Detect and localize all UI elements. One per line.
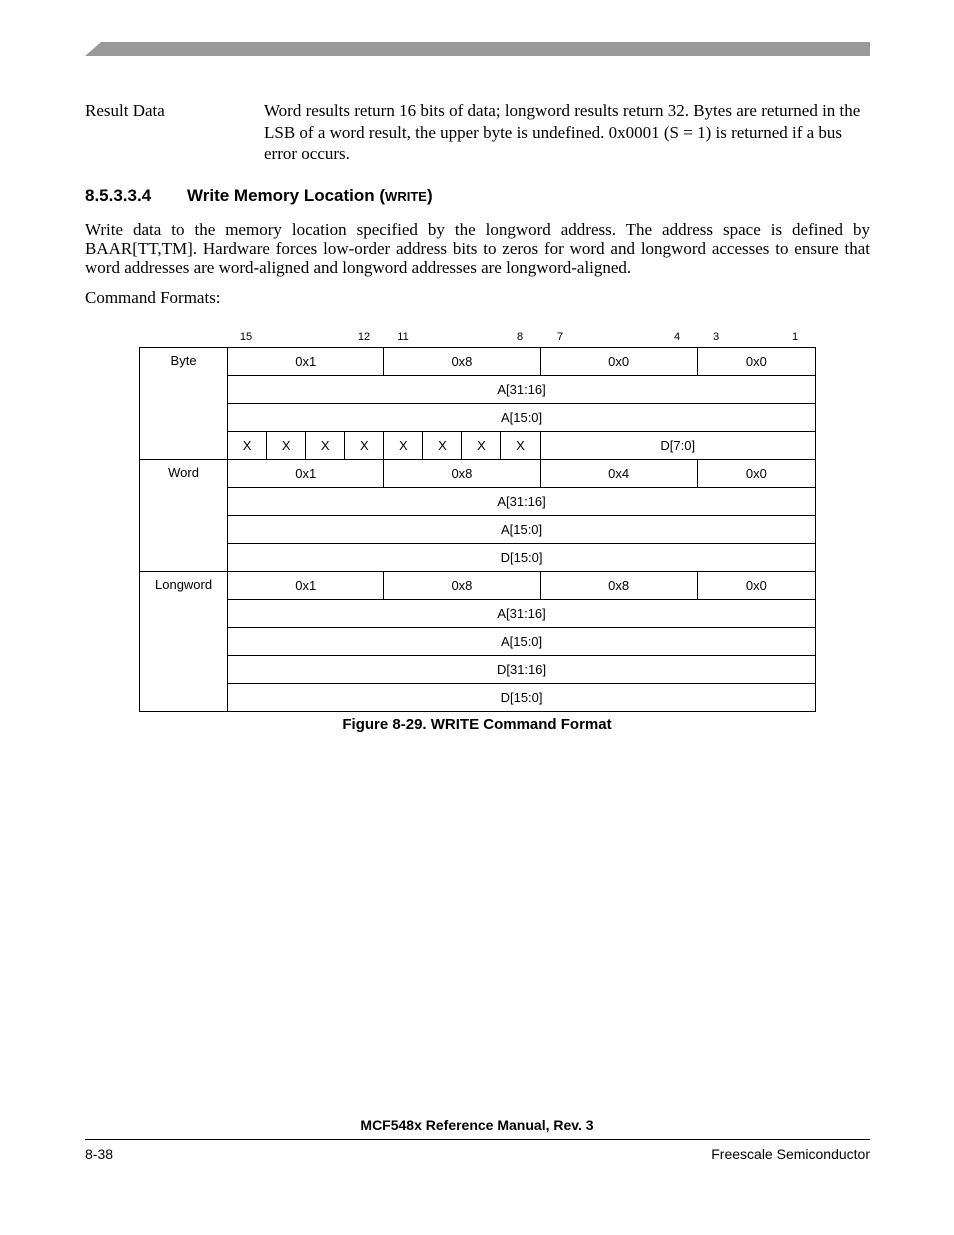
section-heading [85,186,433,206]
command-formats-label: Command Formats: [85,288,221,307]
word-address-high: A[31:16] [228,488,816,516]
byte-label: Byte [140,348,228,460]
byte-address-high: A[31:16] [228,376,816,404]
longword-nibble-2: 0x8 [384,572,540,600]
bit-label-3: 3 [712,331,720,343]
section-number: 8.5.3.3.4 [85,186,152,205]
definition-term: Result Data [85,101,165,120]
longword-label: Longword [140,572,228,712]
longword-data-high: D[31:16] [228,656,816,684]
bit-label-11: 11 [397,331,409,343]
byte-x-bit: X [345,432,384,460]
longword-nibble-4: 0x0 [697,572,815,600]
byte-x-bit: X [423,432,462,460]
byte-address-low: A[15:0] [228,404,816,432]
bit-label-12: 12 [357,331,371,343]
word-nibble-4: 0x0 [697,460,815,488]
table-row [140,544,816,572]
table-row [140,684,816,712]
byte-x-bit: X [228,432,267,460]
byte-x-bit: X [384,432,423,460]
result-data-definition [85,100,870,165]
longword-nibble-1: 0x1 [228,572,384,600]
figure-caption: Figure 8-29. WRITE Command Format [342,716,612,733]
table-row [140,488,816,516]
byte-x-bit: X [501,432,540,460]
bit-label-15: 15 [239,331,253,343]
table-row [140,572,816,600]
byte-x-bit: X [267,432,306,460]
table-row [140,460,816,488]
section-title-smallcaps: WRITE [385,189,427,204]
byte-nibble-2: 0x8 [384,348,540,376]
table-row [140,516,816,544]
word-data: D[15:0] [228,544,816,572]
word-label: Word [140,460,228,572]
page-number: 8-38 [85,1146,114,1162]
table-row [140,656,816,684]
byte-nibble-3: 0x0 [540,348,697,376]
table-row [140,628,816,656]
longword-data-low: D[15:0] [228,684,816,712]
header-bar [85,42,870,56]
table-row [140,348,816,376]
footer-divider [85,1139,870,1140]
word-nibble-2: 0x8 [384,460,540,488]
word-nibble-1: 0x1 [228,460,384,488]
longword-address-high: A[31:16] [228,600,816,628]
bit-label-1: 1 [791,331,799,343]
byte-x-bit: X [462,432,501,460]
word-nibble-3: 0x4 [540,460,697,488]
table-row [140,432,816,460]
footer-company: Freescale Semiconductor [711,1146,870,1162]
write-command-format-table [139,347,816,712]
table-row [140,404,816,432]
word-address-low: A[15:0] [228,516,816,544]
byte-data: D[7:0] [540,432,815,460]
section-title-end: ) [426,186,433,205]
table-row [140,376,816,404]
section-title: Write Memory Location ( [187,186,386,205]
footer-title: MCF548x Reference Manual, Rev. 3 [360,1117,594,1133]
byte-nibble-4: 0x0 [697,348,815,376]
bit-label-8: 8 [516,331,524,343]
byte-x-bit: X [306,432,345,460]
bit-label-7: 7 [556,331,564,343]
longword-nibble-3: 0x8 [540,572,697,600]
longword-address-low: A[15:0] [228,628,816,656]
definition-text: Word results return 16 bits of data; longword results return 32. Bytes are returned in the LSB of a word result, the upper byte is undefined. 0x0001 (S = 1) is returned if a bus error occurs. [264,101,861,163]
byte-nibble-1: 0x1 [228,348,384,376]
table-row [140,600,816,628]
bit-label-4: 4 [673,331,681,343]
body-paragraph: Write data to the memory location specified by the longword address. The address space is defined by BAAR[TT,TM]. Hardware forces low-order address bits to zeros for word and longword accesses to ensure that word addresses are word-aligned and longword addresses are longword-aligned. [85,220,870,277]
